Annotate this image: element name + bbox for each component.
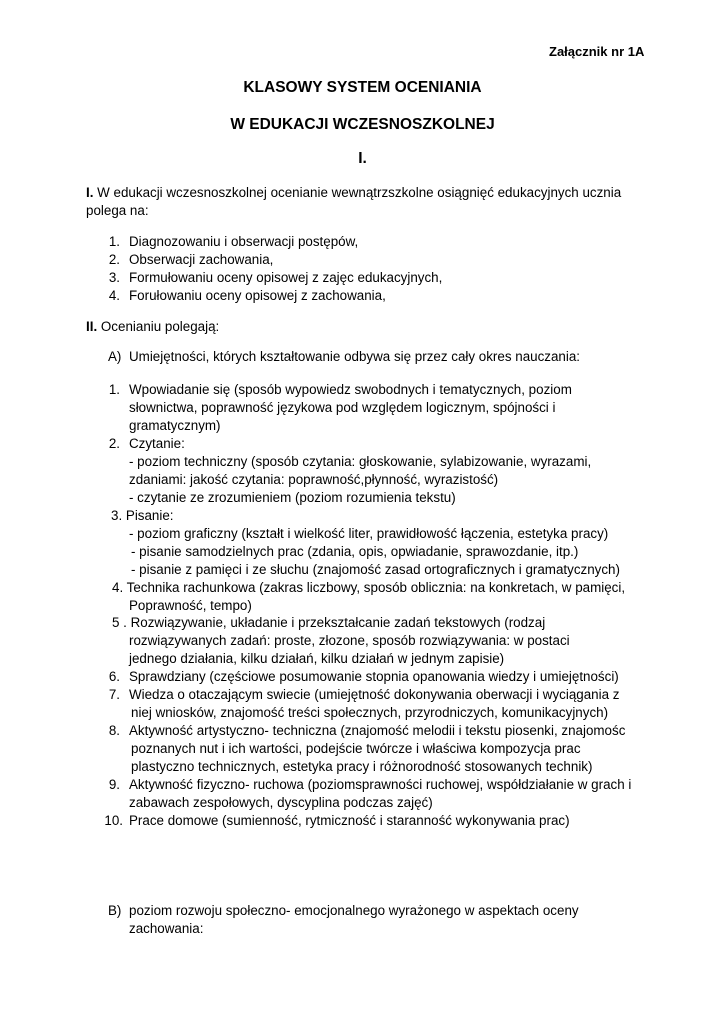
list-item-continuation: rozwiązywanych zadań: proste, złozone, sposób rozwiązywania: w postaci xyxy=(129,633,570,648)
subsection-a-letter: A) xyxy=(108,349,122,364)
list-item-continuation: - czytanie ze zrozumieniem (poziom rozumienia tekstu) xyxy=(129,490,456,505)
list-item: 5 . Rozwiązywanie, układanie i przekształcanie zadań tekstowych (rodzaj xyxy=(112,615,546,630)
list-item-number: 2. xyxy=(108,252,120,267)
section2-heading-text: Ocenianiu polegają: xyxy=(97,319,220,334)
list-item-number: 7. xyxy=(108,687,120,702)
section1-intro-text: W edukacji wczesnoszkolnej ocenianie wewnątrzszkolne osiągnięć edukacyjnych ucznia xyxy=(93,185,622,200)
list-item-number: 1. xyxy=(108,382,120,397)
list-item-number: 9. xyxy=(108,777,120,792)
subsection-b-continuation: zachowania: xyxy=(129,921,204,936)
list-item-continuation: - pisanie z pamięci i ze słuchu (znajomość zasad ortograficznych i gramatycznych) xyxy=(131,562,620,577)
list-item: 3. Pisanie: xyxy=(111,508,174,523)
section-roman-numeral: I. xyxy=(358,150,367,167)
subsection-a-text: Umiejętności, których kształtowanie odbywa się przez cały okres nauczania: xyxy=(129,349,581,364)
list-item: 4. Technika rachunkowa (zakras liczbowy, sposób oblicznia: na konkretach, w pamięci, xyxy=(112,580,626,595)
section2-heading xyxy=(86,318,219,336)
subsection-b-letter: B) xyxy=(108,903,122,918)
list-item: Sprawdziany (częściowe posumowanie stopnia opanowania wiedzy i umiejętności) xyxy=(129,669,619,684)
list-item: Obserwacji zachowania, xyxy=(129,252,274,267)
list-item: Forułowaniu oceny opisowej z zachowania, xyxy=(129,288,386,303)
document-subtitle: W EDUKACJI WCZESNOSZKOLNEJ xyxy=(230,116,495,133)
list-item-continuation: Poprawność, tempo) xyxy=(129,598,252,613)
list-item-continuation: zabawach zespołowych, dyscyplina podczas zajęć) xyxy=(129,795,433,810)
list-item: Diagnozowaniu i obserwacji postępów, xyxy=(129,234,359,249)
section1-intro-continuation: polega na: xyxy=(86,203,149,218)
list-item-continuation: - poziom techniczny (sposób czytania: głoskowanie, sylabizowanie, wyrazami, xyxy=(129,454,592,469)
list-item-number: 6. xyxy=(108,669,120,684)
list-item: Aktywność fizyczno- ruchowa (poziomsprawności ruchowej, współdziałanie w grach i xyxy=(129,777,632,792)
list-item: Prace domowe (sumienność, rytmiczność i staranność wykonywania prac) xyxy=(129,813,570,828)
list-item-number: 4. xyxy=(108,288,120,303)
list-item-number: 10. xyxy=(104,813,123,828)
document-title: KLASOWY SYSTEM OCENIANIA xyxy=(243,79,482,96)
list-item-continuation: jednego działania, kilku działań, kilku działań w jednym zapisie) xyxy=(129,651,505,666)
list-item: Aktywność artystyczno- techniczna (znajomość melodii i tekstu piosenki, znajomośc xyxy=(129,723,626,738)
subsection-b-text: poziom rozwoju społeczno- emocjonalnego wyrażonego w aspektach oceny xyxy=(129,903,579,918)
list-item-continuation: - poziom graficzny (kształt i wielkość liter, prawidłowość łączenia, estetyka pracy) xyxy=(129,526,609,541)
list-item-continuation: poznanych nut i ich wartości, podejście twórcze i właściwa kompozycja prac xyxy=(131,741,581,756)
list-item-continuation: słownictwa, poprawność językowa pod względem logicznym, spójności i xyxy=(129,400,556,415)
list-item-continuation: niej wniosków, znajomość treści społecznych, przyrodniczych, komunikacyjnych) xyxy=(131,705,609,720)
list-item-continuation: zdaniami: jakość czytania: poprawność,płynność, wyrazistość) xyxy=(129,472,499,487)
list-item: Wiedza o otaczającym swiecie (umiejętność dokonywania oberwacji i wyciągania z xyxy=(129,687,620,702)
list-item: Formułowaniu oceny opisowej z zajęc edukacyjnych, xyxy=(129,270,443,285)
list-item-number: 2. xyxy=(108,436,120,451)
list-item-number: 3. xyxy=(108,270,120,285)
list-item-continuation: - pisanie samodzielnych prac (zdania, opis, opwiadanie, sprawozdanie, itp.) xyxy=(131,544,579,559)
section1-intro xyxy=(86,184,621,202)
section2-number: II. xyxy=(86,319,98,334)
list-item-continuation: plastyczno technicznych, estetyka pracy i różnorodność stosowanych technik) xyxy=(131,759,593,774)
list-item-continuation: gramatycznym) xyxy=(129,418,221,433)
list-item-number: 8. xyxy=(108,723,120,738)
attachment-label: Załącznik nr 1A xyxy=(549,44,645,59)
list-item: Czytanie: xyxy=(129,436,185,451)
list-item: Wpowiadanie się (sposób wypowiedz swobodnych i tematycznych, poziom xyxy=(129,382,572,397)
list-item-number: 1. xyxy=(108,234,120,249)
section1-number: I. xyxy=(86,185,94,200)
